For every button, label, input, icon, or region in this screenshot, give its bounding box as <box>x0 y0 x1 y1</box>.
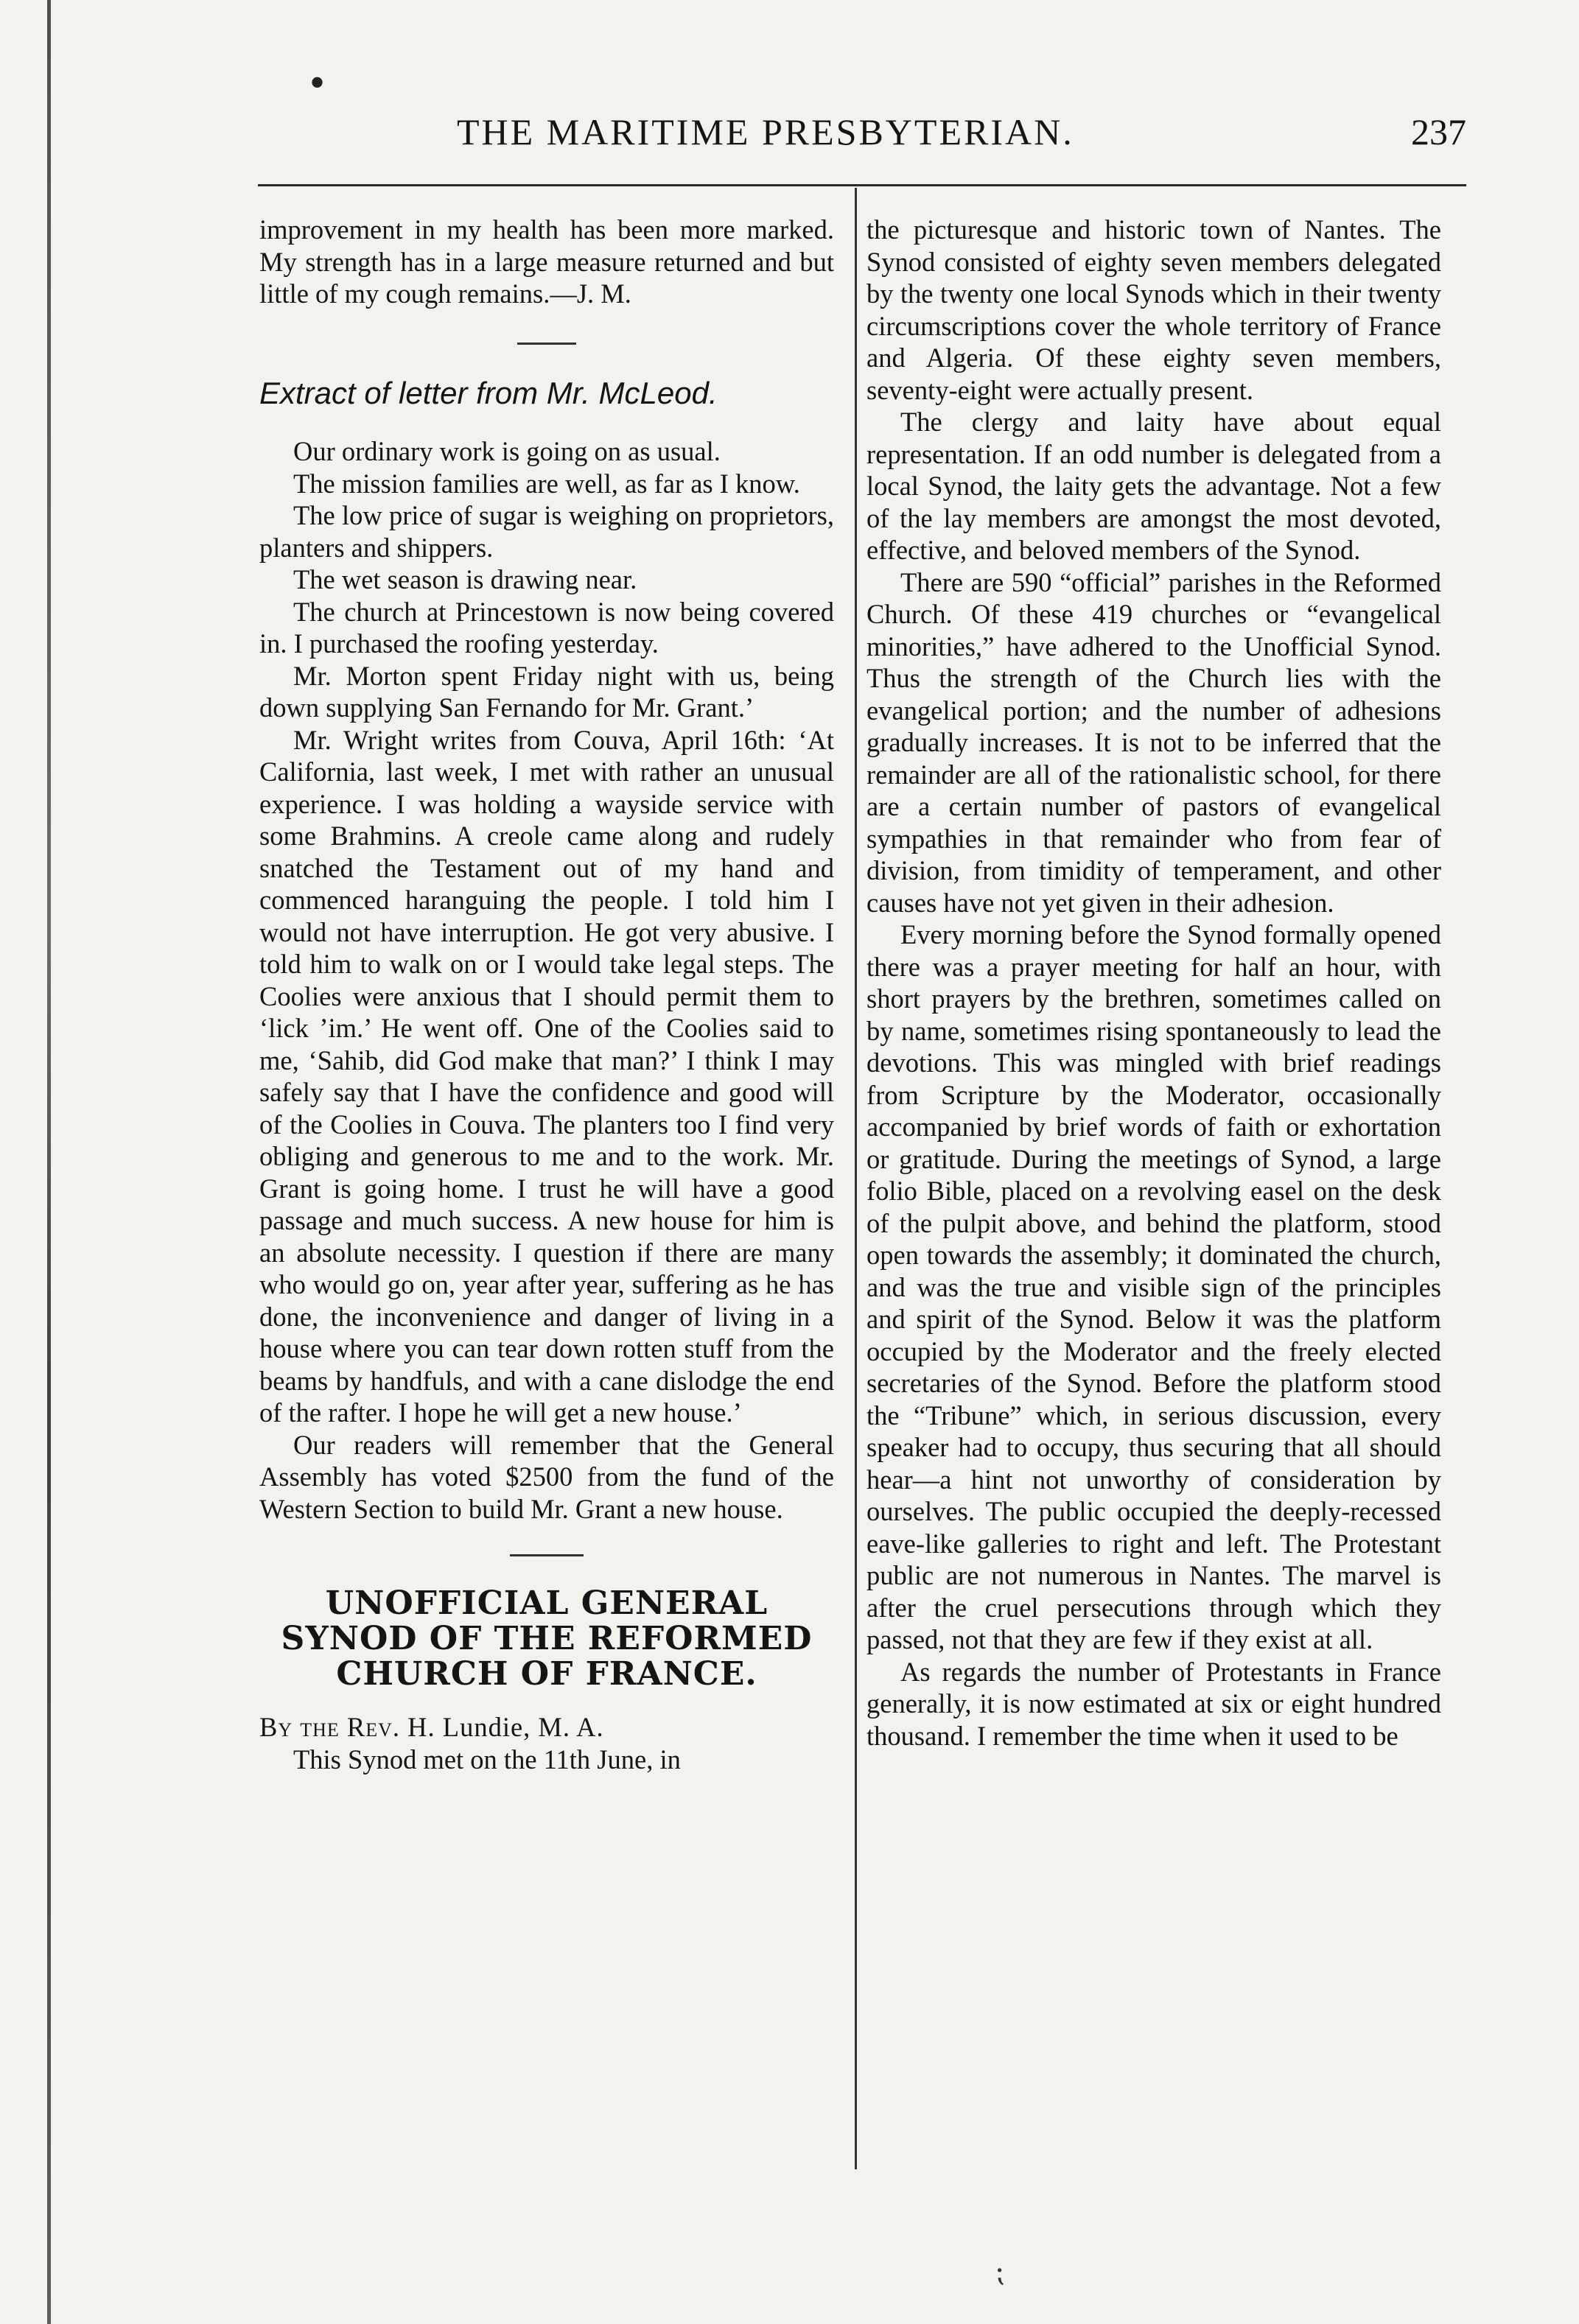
running-head: THE MARITIME PRESBYTERIAN. <box>457 111 1074 152</box>
section-title: Extract of letter from Mr. McLeod. <box>259 375 718 410</box>
letter-paragraph: The wet season is drawing near. <box>293 564 637 594</box>
ink-speck: ⁏ <box>995 2255 1005 2288</box>
letter-paragraph: Our ordinary work is going on as usual. <box>293 436 721 466</box>
letter-paragraph: The mission families are well, as far as I know. <box>293 468 800 499</box>
article-title: UNOFFICIAL GENERAL SYNOD OF THE REFORMED CHURCH OF FRANCE. <box>281 1584 813 1693</box>
left-column <box>259 214 834 1775</box>
byline-name: H. Lundie, M. A. <box>407 1712 604 1742</box>
page-edge-line <box>47 0 51 2324</box>
letter-paragraph: Our readers will remember that the General Assembly has voted $2500 from the fund of the Western Section to build Mr. Grant a new house. <box>259 1429 834 1524</box>
continuation-paragraph: improvement in my health has been more marked. My strength has in a large measure returned and but little of my cough remains.—J. M. <box>259 214 834 309</box>
ink-speck: • <box>309 58 326 107</box>
column-rule <box>855 188 857 2169</box>
header-rule <box>258 184 1466 186</box>
page-number: 237 <box>1411 111 1466 152</box>
article-paragraph: Every morning before the Synod formally opened there was a prayer meeting for half an hour, with short prayers by the brethren, sometimes called on by name, sometimes rising spontaneously to lead the devotions. This was mingled with brief readings from Scripture by the Moderator, occasionally accompanied by brief words of faith or exhortation or gratitude. During the meetings of Synod, a large folio Bible, placed on a revolving easel on the desk of the pulpit above, and behind the platform, stood open towards the assembly; it dominated the church, and was the true and visible sign of the principles and spirit of the Synod. Below it was the platform occupied by the Moderator and the freely elected secretaries of the Synod. Before the platform stood the “Tribune” which, in serious discussion, every speaker had to occupy, thus securing that all should hear—a hint not unworthy of consideration by ourselves. The public occupied the deeply-recessed eave-like galleries to right and left. The Protestant public are not numerous in Nantes. The marvel is after the cruel persecutions through which they passed, not that they are few if they exist at all. <box>866 919 1441 1654</box>
separator <box>517 343 576 345</box>
page-header <box>258 110 1466 169</box>
article-opening: This Synod met on the 11th June, in <box>293 1744 681 1774</box>
byline-prefix: By the Rev. <box>259 1712 401 1742</box>
article-paragraph: The clergy and laity have about equal representation. If an odd number is delegated from a local Synod, the laity gets the advantage. Not a few of the lay members are amongst the most devoted, effective, and beloved members of the Synod. <box>866 407 1441 565</box>
letter-paragraph: Mr. Morton spent Friday night with us, being down supplying San Fernando for Mr. Grant.’ <box>259 660 834 723</box>
separator <box>510 1554 584 1556</box>
letter-paragraph: The church at Princestown is now being covered in. I purchased the roofing yesterday. <box>259 596 834 659</box>
article-paragraph: There are 590 “official” parishes in the Reformed Church. Of these 419 churches or “evangelical minorities,” have adhered to the Unofficial Synod. Thus the strength of the Church lies with the evangelical portion; and the number of adhesions gradually increases. It is not to be inferred that the remainder are all of the rationalistic school, for there are a certain number of pastors of evangelical sympathies in that remainder who from fear of division, from timidity of temperament, and other causes have not yet given in their adhesion. <box>866 566 1441 918</box>
right-column <box>866 214 1441 1752</box>
letter-paragraph: Mr. Wright writes from Couva, April 16th: ‘At California, last week, I met with rather an unusual experience. I was holding a wayside service with some Brahmins. A creole came along and rudely snatched the Testament out of my hand and commenced haranguing the people. I told him I would not have interruption. He got very abusive. I told him to walk on or I would take legal steps. The Coolies were anxious that I should permit them to ‘lick ’im.’ He went off. One of the Coolies said to me, ‘Sahib, did God make that man?’ I think I may safely say that I have the confidence and good will of the Coolies in Couva. The planters too I find very obliging and generous to me and to the work. Mr. Grant is going home. I trust he will have a good passage and much success. A new house for him is an absolute necessity. I question if there are many who would go on, year after year, suffering as he has done, the inconvenience and danger of living in a house where you can tear down rotten stuff from the beams by handfuls, and with a cane dislodge the end of the rafter. I hope he will get a new house.’ <box>259 724 834 1428</box>
byline <box>259 1711 834 1744</box>
article-paragraph: the picturesque and historic town of Nantes. The Synod consisted of eighty seven members delegated by the twenty one local Synods which in their twenty circumscriptions cover the whole territory of France and Algeria. Of these eighty seven members, seventy-eight were actually present. <box>866 214 1441 405</box>
letter-paragraph: The low price of sugar is weighing on proprietors, planters and shippers. <box>259 500 834 563</box>
article-paragraph: As regards the number of Protestants in France generally, it is now estimated at six or eight hundred thousand. I remember the time when it used to be <box>866 1656 1441 1751</box>
